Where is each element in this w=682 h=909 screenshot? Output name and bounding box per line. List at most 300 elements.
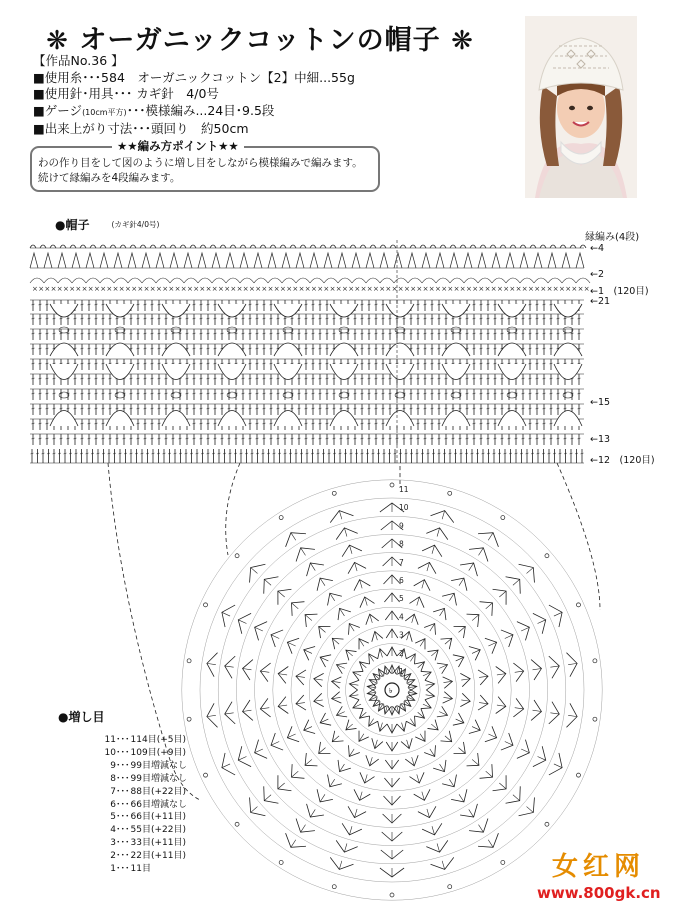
picot-stitch xyxy=(380,245,386,248)
picot-stitch xyxy=(200,245,206,248)
picot-stitch xyxy=(340,245,346,248)
v-stitch xyxy=(380,253,388,268)
v-stitch xyxy=(282,253,290,268)
increase-count: 55目(+22目) xyxy=(130,825,186,836)
v-stitch xyxy=(317,789,333,802)
section-increase-title: ●増し目 xyxy=(58,710,105,724)
dc-stitch xyxy=(264,579,271,585)
sc-stitch: × xyxy=(143,285,150,293)
v-stitch xyxy=(337,706,348,717)
ring-mark: ৳ xyxy=(389,687,393,695)
v-stitch xyxy=(394,253,402,268)
v-stitch xyxy=(406,654,415,664)
increase-row xyxy=(44,824,187,837)
picot-stitch xyxy=(70,245,76,248)
picot-stitch xyxy=(250,245,256,248)
increase-round: 2 xyxy=(110,851,116,862)
gauge-rest: ･･･模様編み...24目･9.5段 xyxy=(126,102,275,118)
dc-stitch xyxy=(238,620,246,624)
v-stitch xyxy=(354,789,370,800)
dc-stitch xyxy=(243,669,252,670)
v-stitch xyxy=(170,253,178,268)
sc-stitch: × xyxy=(379,285,386,293)
sc-stitch: × xyxy=(528,285,534,293)
flower-mark-right-icon: ❋ xyxy=(451,26,474,56)
arrow-left-icon: ← xyxy=(590,269,598,280)
sc-stitch: × xyxy=(304,285,311,293)
flower-mark-left-icon: ❋ xyxy=(46,26,69,56)
increase-count: 99目増減なし xyxy=(130,760,187,771)
sc-stitch: × xyxy=(236,285,243,293)
chain-loop xyxy=(338,278,352,283)
sc-stitch: × xyxy=(205,285,212,293)
dots-separator: ･･･ xyxy=(116,747,130,758)
sc-stitch: × xyxy=(459,285,466,293)
dc-stitch xyxy=(554,764,562,768)
chain-stitch xyxy=(448,491,452,495)
sc-stitch: × xyxy=(311,285,317,293)
picot-stitch xyxy=(410,245,416,248)
sc-stitch: × xyxy=(162,285,169,293)
v-stitch xyxy=(359,639,369,650)
dc-stitch xyxy=(479,548,484,556)
picot-stitch xyxy=(400,245,406,248)
sc-stitch: × xyxy=(118,285,125,293)
row-label: ←4 xyxy=(590,243,605,254)
v-stitch xyxy=(401,738,412,748)
gauge-prefix: ■ゲージ xyxy=(33,102,83,118)
mesh-center xyxy=(171,327,181,333)
v-stitch xyxy=(222,753,235,775)
sc-stitch: × xyxy=(484,285,491,293)
dc-stitch xyxy=(538,756,546,760)
chain-loop xyxy=(478,278,492,283)
v-stitch xyxy=(114,253,122,268)
v-stitch xyxy=(254,253,262,268)
v-stitch xyxy=(142,253,150,268)
mesh-center xyxy=(283,392,293,398)
mesh-center xyxy=(227,392,237,398)
dc-stitch xyxy=(278,783,285,789)
picot-stitch xyxy=(580,245,586,248)
v-stitch xyxy=(222,605,235,627)
v-stitch xyxy=(566,653,577,677)
arrow-left-icon: ← xyxy=(590,286,598,297)
picot-stitch xyxy=(430,245,436,248)
dots-separator: ･･･ xyxy=(116,825,130,836)
chain-stitch xyxy=(593,659,597,663)
v-stitch xyxy=(360,597,375,608)
increase-round: 1 xyxy=(110,864,116,875)
dc-stitch xyxy=(469,809,474,817)
v-stitch xyxy=(320,655,331,667)
v-stitch xyxy=(238,746,251,766)
chain-loop xyxy=(394,278,408,283)
increase-round: 8 xyxy=(110,773,116,784)
sc-stitch: × xyxy=(106,285,113,293)
dc-stitch xyxy=(488,533,493,541)
sc-stitch: × xyxy=(497,285,503,293)
picot-stitch xyxy=(550,245,556,248)
sc-stitch: × xyxy=(435,285,441,293)
dc-stitch xyxy=(568,715,577,716)
v-stitch xyxy=(360,772,375,783)
v-stitch xyxy=(336,840,357,852)
v-stitch xyxy=(225,702,236,724)
sc-stitch: × xyxy=(521,285,528,293)
increase-count: 11目 xyxy=(130,864,151,875)
increase-count: 88目(+22目) xyxy=(130,786,186,797)
sc-stitch: × xyxy=(261,285,268,293)
increase-row xyxy=(44,850,187,863)
chain-loop xyxy=(492,278,506,283)
increase-row xyxy=(44,811,187,824)
increase-row xyxy=(44,837,187,850)
increase-count: 66目増減なし xyxy=(130,799,187,810)
increase-round: 3 xyxy=(110,838,116,849)
title-text: オーガニックコットンの帽子 xyxy=(79,25,441,56)
v-stitch xyxy=(451,578,467,591)
picot-stitch xyxy=(500,245,506,248)
sc-stitch: × xyxy=(63,285,69,293)
sc-stitch: × xyxy=(298,285,305,293)
picot-stitch xyxy=(460,245,466,248)
v-stitch xyxy=(348,562,366,573)
picot-stitch xyxy=(310,245,316,248)
arrow-left-icon: ← xyxy=(590,455,598,466)
picot-stitch xyxy=(360,245,366,248)
sc-stitch: × xyxy=(267,285,274,293)
sc-stitch: × xyxy=(156,285,162,293)
dc-stitch xyxy=(486,603,493,609)
v-stitch xyxy=(415,731,425,742)
sc-stitch: × xyxy=(453,285,460,293)
dc-stitch xyxy=(225,666,234,667)
v-stitch xyxy=(405,693,415,700)
chain-loop xyxy=(310,278,324,283)
v-stitch xyxy=(414,580,430,591)
chain-stitch xyxy=(332,885,336,889)
dc-stitch xyxy=(207,715,216,716)
dc-stitch xyxy=(513,795,520,801)
v-stitch xyxy=(240,253,248,268)
picot-stitch xyxy=(260,245,266,248)
v-stitch xyxy=(478,253,486,268)
increase-round: 7 xyxy=(110,786,116,797)
mesh-center xyxy=(339,392,349,398)
picot-stitch xyxy=(350,245,356,248)
v-stitch xyxy=(460,563,477,576)
v-stitch xyxy=(431,857,454,869)
dc-stitch xyxy=(225,713,234,714)
chain-stitch xyxy=(279,516,283,520)
chain-loop xyxy=(352,278,366,283)
dc-stitch xyxy=(310,809,315,817)
picot-stitch xyxy=(370,245,376,248)
increase-table xyxy=(44,734,187,876)
sc-stitch: × xyxy=(75,285,82,293)
tip-line-2: 続けて縁編みを4段編みます。 xyxy=(38,172,181,184)
v-stitch xyxy=(405,755,418,766)
dc-stitch xyxy=(499,591,506,597)
chain-loop xyxy=(548,278,562,283)
round-number: 8 xyxy=(399,539,404,549)
dc-stitch xyxy=(538,620,546,624)
chain-loop xyxy=(30,278,44,283)
v-stitch xyxy=(433,608,446,620)
round-number: 10 xyxy=(399,503,409,513)
sc-stitch: × xyxy=(391,285,398,293)
chain-loop xyxy=(44,278,58,283)
dc-stitch xyxy=(499,783,506,789)
dc-stitch xyxy=(222,612,230,616)
picot-stitch xyxy=(490,245,496,248)
sc-stitch: × xyxy=(242,285,249,293)
round-number: 2 xyxy=(399,648,404,658)
dc-stitch xyxy=(260,671,269,672)
dc-stitch xyxy=(251,807,258,813)
increase-row xyxy=(44,734,187,747)
sc-stitch: × xyxy=(323,285,330,293)
chain-loop xyxy=(254,278,268,283)
picot-stitch xyxy=(290,245,296,248)
v-stitch xyxy=(426,840,447,852)
sc-stitch: × xyxy=(230,285,237,293)
sc-stitch: × xyxy=(187,285,193,293)
chain-stitch xyxy=(501,516,505,520)
sc-stitch: × xyxy=(50,285,57,293)
sc-stitch: × xyxy=(577,285,584,293)
sc-stitch: × xyxy=(509,285,516,293)
chain-loop xyxy=(296,278,310,283)
sc-stitch: × xyxy=(404,285,410,293)
sc-stitch: × xyxy=(490,285,497,293)
dots-separator: ･･･ xyxy=(116,851,130,862)
increase-count: 22目(+11目) xyxy=(130,851,186,862)
v-stitch xyxy=(418,806,436,817)
dc-stitch xyxy=(486,771,493,777)
v-stitch xyxy=(348,806,366,817)
mesh-center xyxy=(451,327,461,333)
picot-stitch xyxy=(390,245,396,248)
v-stitch xyxy=(255,740,267,759)
v-stitch xyxy=(307,563,324,576)
v-stitch xyxy=(415,639,425,650)
v-stitch xyxy=(86,253,94,268)
chain-loop xyxy=(366,278,380,283)
v-stitch xyxy=(369,680,379,687)
mesh-center xyxy=(115,392,125,398)
dots-separator: ･･･ xyxy=(116,735,130,745)
sc-stitch: × xyxy=(174,285,181,293)
sc-stitch: × xyxy=(38,285,45,293)
connector-mid-left xyxy=(226,463,240,555)
round-number: 3 xyxy=(399,630,404,640)
size-info: ■出来上がり寸法･･･頭回り 約50cm xyxy=(33,121,249,137)
v-stitch xyxy=(44,253,52,268)
picot-stitch xyxy=(530,245,536,248)
dots-separator: ･･･ xyxy=(116,786,130,797)
dc-stitch xyxy=(550,713,559,714)
mesh-center xyxy=(507,392,517,398)
v-stitch xyxy=(128,253,136,268)
v-stitch xyxy=(184,253,192,268)
v-stitch xyxy=(520,253,528,268)
increase-round: 9 xyxy=(110,760,116,771)
chain-loop xyxy=(520,278,534,283)
dc-stitch xyxy=(305,615,312,621)
dc-stitch xyxy=(305,759,312,765)
increase-count: 114目(+5目) xyxy=(130,735,186,745)
sc-stitch: × xyxy=(168,285,175,293)
v-stitch xyxy=(566,703,577,727)
chain-loop xyxy=(142,278,156,283)
increase-row xyxy=(44,747,187,760)
picot-stitch xyxy=(150,245,156,248)
dc-stitch xyxy=(488,840,493,848)
watermark-url: www.800gk.cn xyxy=(537,884,661,902)
picot-stitch xyxy=(230,245,236,248)
picot-stitch xyxy=(540,245,546,248)
picot-stitch xyxy=(130,245,136,248)
chain-loop xyxy=(198,278,212,283)
dots-separator: ･･･ xyxy=(116,773,130,784)
chain-stitch xyxy=(390,483,394,487)
row-label: ←2 xyxy=(590,269,605,280)
chain-loop xyxy=(324,278,338,283)
sc-stitch: × xyxy=(441,285,448,293)
v-stitch xyxy=(372,631,383,641)
section-hat-label: ●帽子 xyxy=(55,218,90,232)
sc-stitch: × xyxy=(199,285,206,293)
picot-stitch xyxy=(160,245,166,248)
mesh-center xyxy=(395,327,405,333)
sc-stitch: × xyxy=(56,285,63,293)
dc-stitch xyxy=(264,795,271,801)
v-stitch xyxy=(369,716,378,726)
chain-stitch xyxy=(448,885,452,889)
sc-stitch: × xyxy=(69,285,76,293)
v-stitch xyxy=(414,789,430,800)
sc-stitch: × xyxy=(224,285,231,293)
v-stitch xyxy=(207,703,218,727)
v-stitch xyxy=(324,253,332,268)
picot-stitch xyxy=(280,245,286,248)
v-stitch xyxy=(469,819,488,833)
v-stitch xyxy=(464,253,472,268)
v-stitch xyxy=(296,253,304,268)
v-stitch xyxy=(549,753,562,775)
v-stitch xyxy=(453,655,464,667)
chain-loop xyxy=(184,278,198,283)
sc-stitch: × xyxy=(255,285,262,293)
picot-stitch xyxy=(560,245,566,248)
picot-stitch xyxy=(510,245,516,248)
increase-round: 11 xyxy=(104,735,116,745)
chain-stitch xyxy=(235,822,239,826)
chain-loop xyxy=(436,278,450,283)
v-stitch xyxy=(100,253,108,268)
mesh-center xyxy=(563,392,573,398)
dc-stitch xyxy=(243,710,252,711)
picot-stitch xyxy=(190,245,196,248)
v-stitch xyxy=(304,647,315,661)
tip-line-1: わの作り目をして図のように増し目をしながら模様編みで編みます。 xyxy=(38,157,363,169)
mesh-center xyxy=(59,327,69,333)
v-stitch xyxy=(225,656,236,678)
arrow-left-icon: ← xyxy=(590,434,598,445)
v-stitch xyxy=(405,614,418,625)
mesh-center xyxy=(171,392,181,398)
picot-stitch xyxy=(330,245,336,248)
sc-stitch: × xyxy=(125,285,131,293)
v-stitch xyxy=(426,528,447,540)
picot-stitch xyxy=(170,245,176,248)
v-stitch xyxy=(549,702,560,724)
sc-stitch: × xyxy=(348,285,355,293)
picot-stitch xyxy=(270,245,276,248)
dc-stitch xyxy=(301,825,306,833)
picot-stitch xyxy=(40,245,46,248)
increase-round: 6 xyxy=(110,799,116,810)
row-label: ←15 xyxy=(590,397,611,408)
increase-count: 109目(+9目) xyxy=(130,747,186,758)
v-stitch xyxy=(30,253,38,268)
picot-stitch xyxy=(450,245,456,248)
dc-stitch xyxy=(533,669,542,670)
v-stitch xyxy=(450,253,458,268)
mesh-center xyxy=(115,327,125,333)
chain-loop xyxy=(562,278,576,283)
chain-loop xyxy=(282,278,296,283)
dots-separator: ･･･ xyxy=(116,760,130,771)
dc-stitch xyxy=(527,568,534,574)
v-stitch xyxy=(436,253,444,268)
increase-row xyxy=(44,863,187,876)
v-stitch xyxy=(352,253,360,268)
v-stitch xyxy=(469,647,480,661)
sc-stitch: × xyxy=(410,285,417,293)
v-stitch xyxy=(330,857,353,869)
increase-row xyxy=(44,799,187,812)
sc-stitch: × xyxy=(552,285,559,293)
chain-loop xyxy=(506,278,520,283)
arrow-left-icon: ← xyxy=(590,397,598,408)
sc-stitch: × xyxy=(571,285,578,293)
chain-stitch xyxy=(390,893,394,897)
dc-stitch xyxy=(222,764,230,768)
v-stitch xyxy=(338,760,351,772)
v-stitch xyxy=(366,755,379,766)
sc-stitch: × xyxy=(565,285,572,293)
picot-stitch xyxy=(480,245,486,248)
v-stitch xyxy=(517,622,529,641)
dots-separator: ･･･ xyxy=(116,864,130,875)
mesh-center xyxy=(339,327,349,333)
sc-stitch: × xyxy=(286,285,293,293)
sc-stitch: × xyxy=(416,285,423,293)
picot-stitch xyxy=(220,245,226,248)
v-stitch xyxy=(207,653,218,677)
row-label: ←12 (120目) xyxy=(590,455,655,466)
v-stitch xyxy=(330,511,353,523)
chain-stitch xyxy=(235,554,239,558)
sc-stitch: × xyxy=(422,285,429,293)
v-stitch xyxy=(307,804,324,817)
dots-separator: ･･･ xyxy=(116,838,130,849)
v-stitch xyxy=(287,638,299,653)
round-number: 6 xyxy=(399,576,404,585)
